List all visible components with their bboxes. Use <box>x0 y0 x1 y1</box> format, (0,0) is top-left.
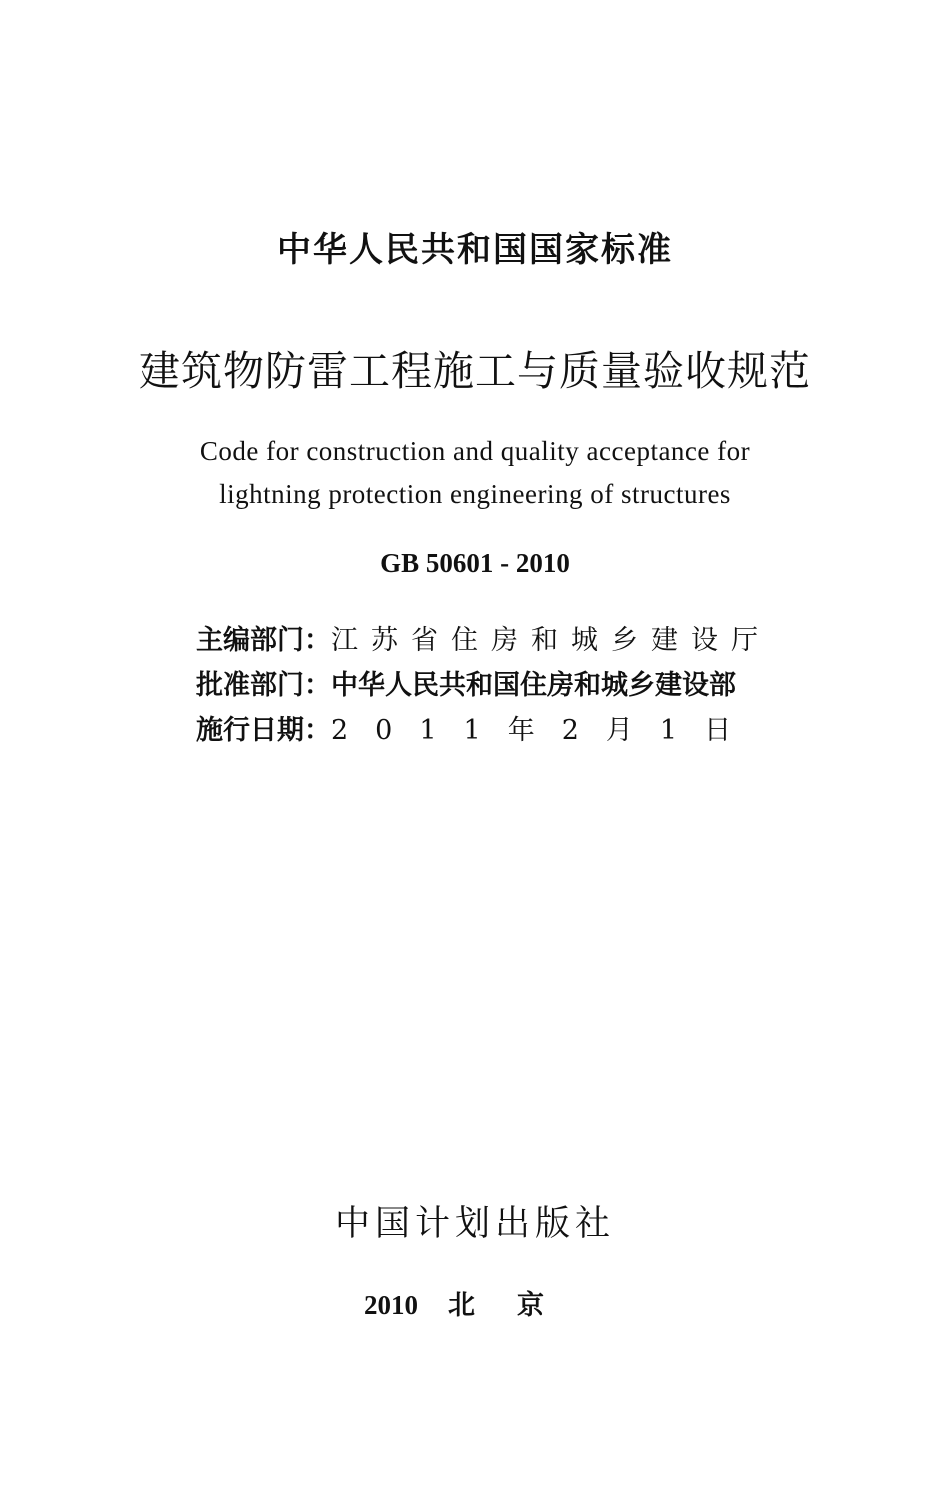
effective-date-label: 施行日期： <box>196 715 331 746</box>
document-title-chinese: 建筑物防雷工程施工与质量验收规范 <box>139 347 811 395</box>
publication-year: 2010 <box>364 1290 418 1320</box>
standard-code: GB 50601 - 2010 <box>380 548 570 578</box>
publisher-name: 中国计划出版社 <box>334 1204 615 1244</box>
standard-series-title: 中华人民共和国国家标准 <box>277 230 673 270</box>
editor-department-label: 主编部门： <box>196 625 331 656</box>
approval-department-label: 批准部门： <box>196 670 331 701</box>
editor-department-row <box>196 618 796 663</box>
editor-department-value: 江苏省住房和城乡建设厅 <box>331 625 771 656</box>
english-title-line-1: Code for construction and quality acceptance for <box>199 436 751 466</box>
effective-date-value: 2011年2月1日 <box>331 715 759 746</box>
document-title-english <box>0 430 950 516</box>
publication-city: 北京 <box>448 1290 586 1320</box>
document-details <box>196 618 796 753</box>
approval-department-value: 中华人民共和国住房和城乡建设部 <box>331 670 736 701</box>
english-title-line-2: lightning protection engineering of structures <box>219 479 731 509</box>
effective-date-row <box>196 708 796 753</box>
publication-year-place <box>0 1283 950 1322</box>
approval-department-row <box>196 663 796 708</box>
